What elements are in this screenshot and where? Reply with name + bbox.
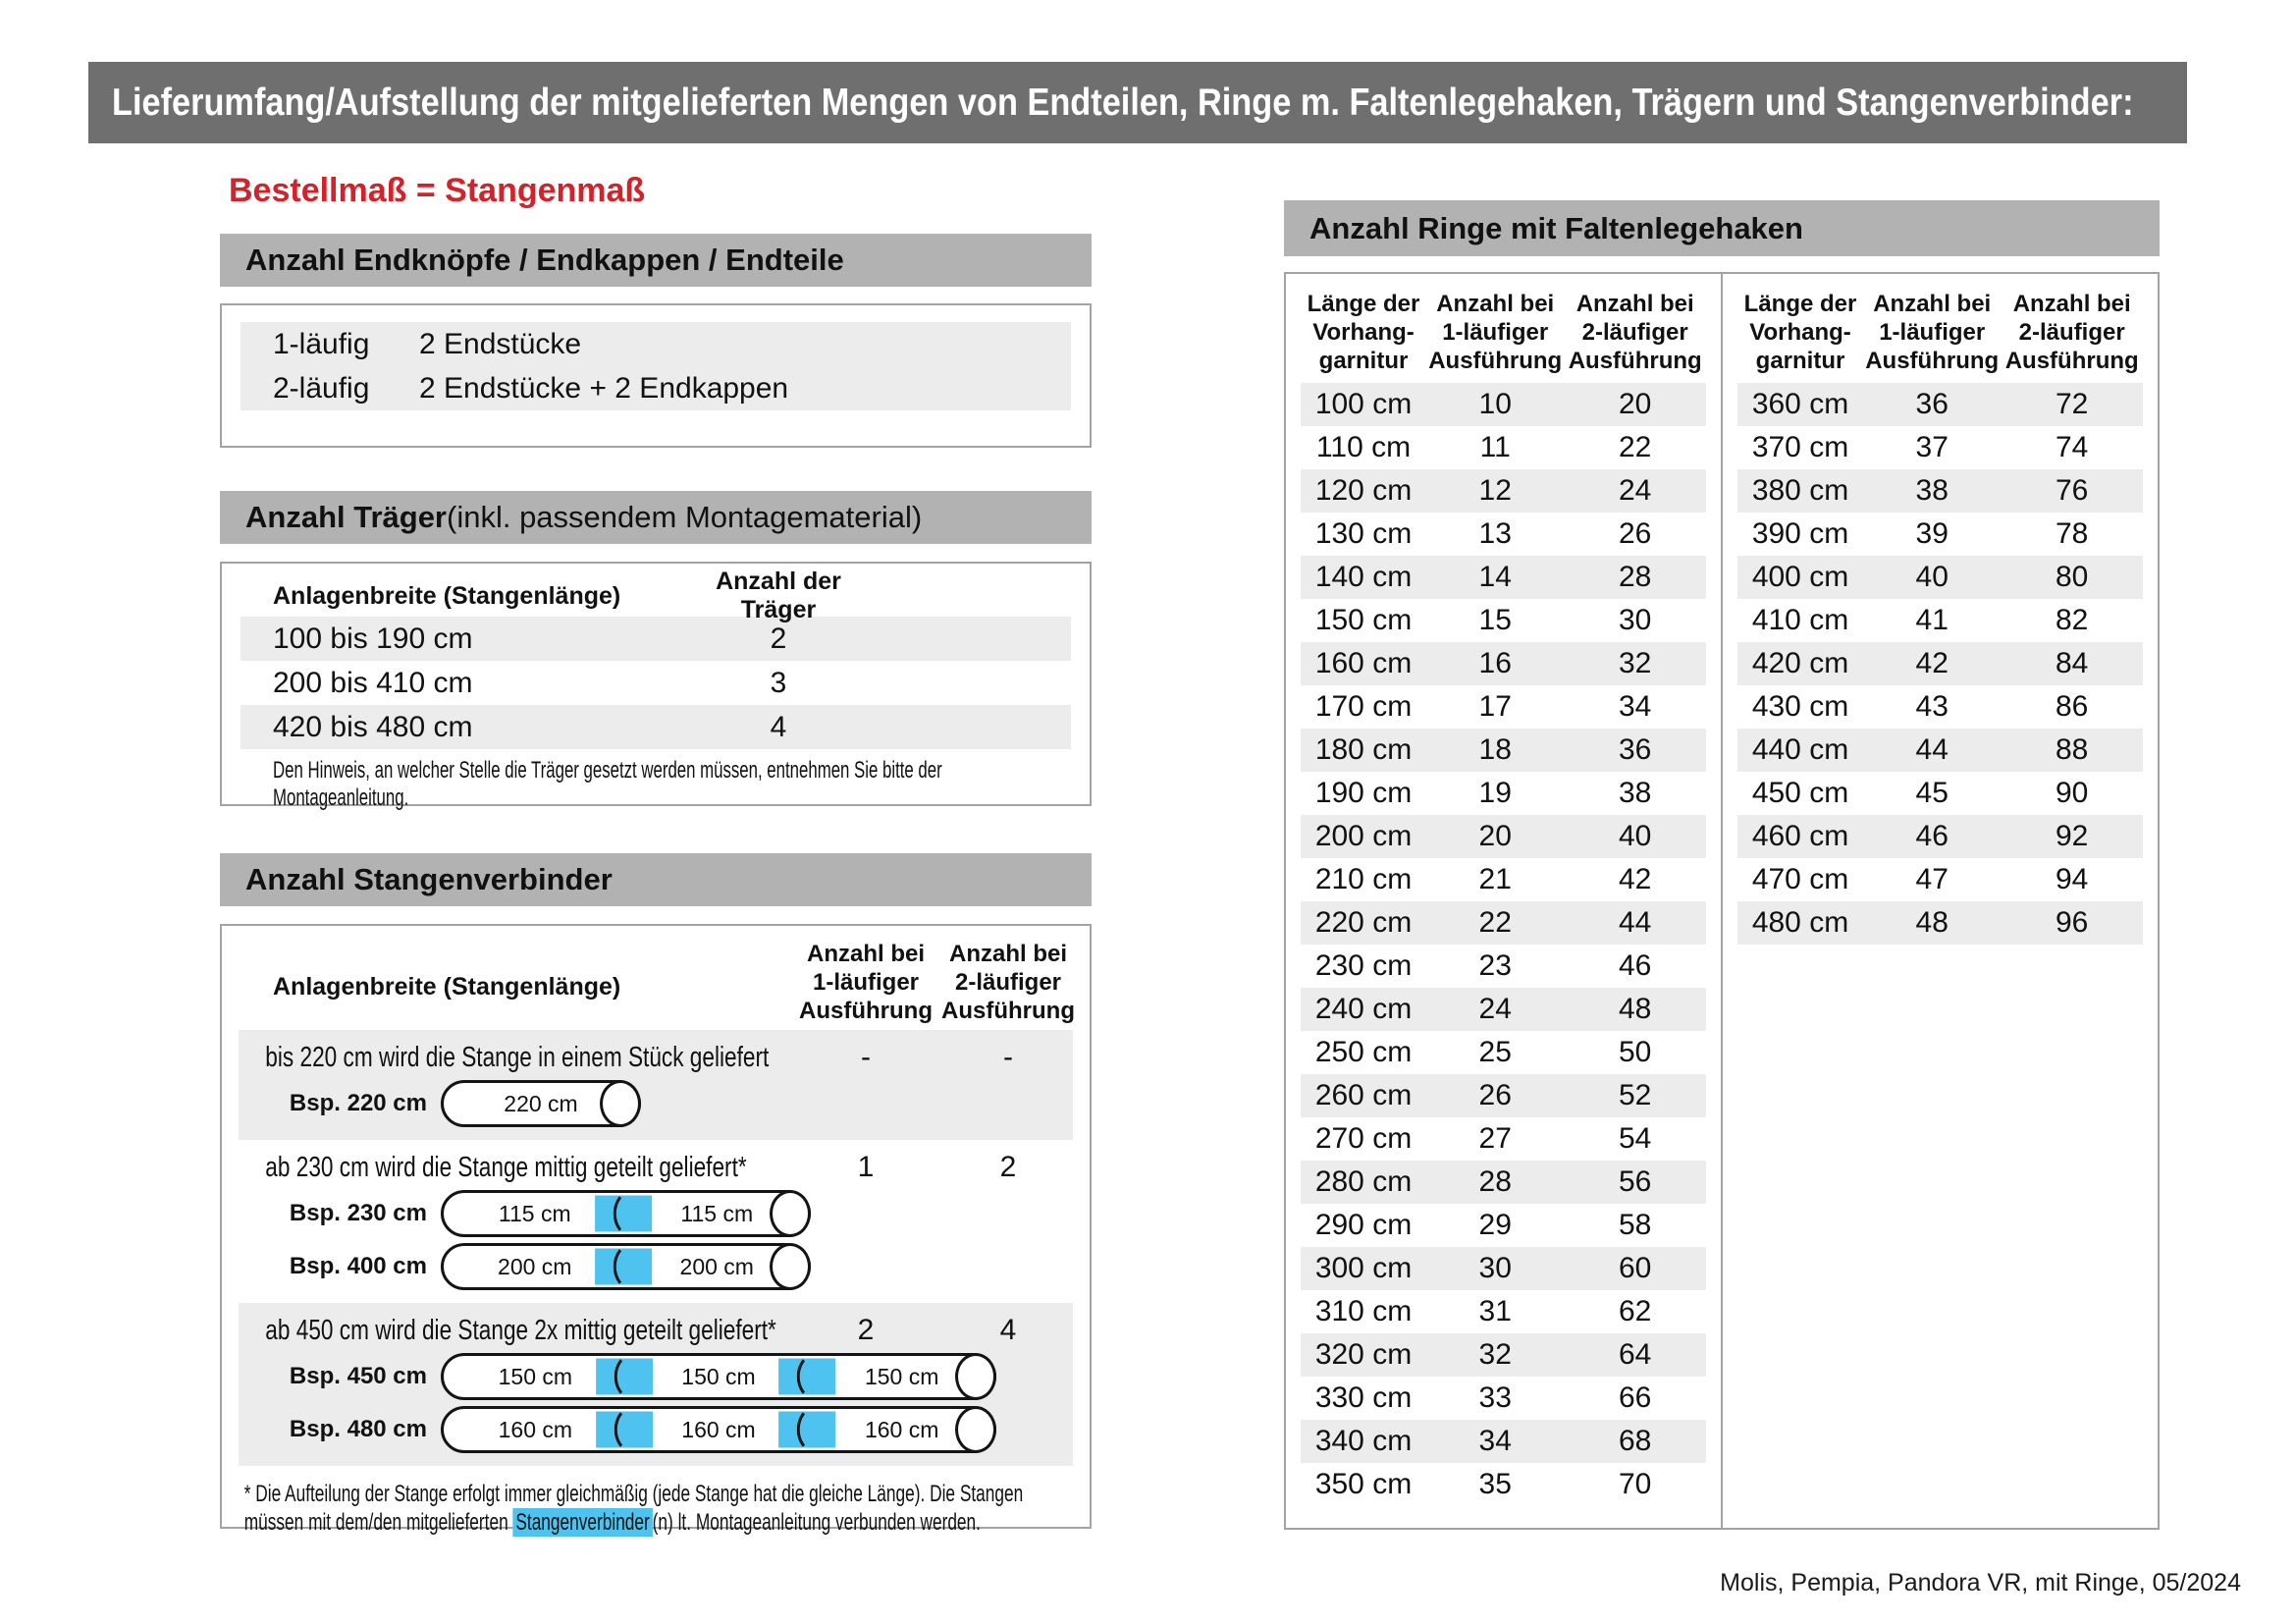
table-row	[1301, 1463, 1706, 1506]
rod-example-row	[239, 1350, 1073, 1403]
table-row	[1301, 815, 1706, 858]
table-row	[1737, 815, 2143, 858]
garniture-length: 310 cm	[1314, 1295, 1413, 1327]
garniture-length: 180 cm	[1314, 733, 1413, 766]
rod-segment: 150 cm	[498, 1363, 573, 1389]
value-1-laeufig: 1	[857, 1151, 875, 1183]
table-row	[1737, 858, 2143, 901]
table-row	[1301, 685, 1706, 729]
group-description: ab 230 cm wird die Stange mittig geteilt geliefert*	[265, 1151, 747, 1183]
rings-2-laeufig: 62	[1619, 1295, 1652, 1327]
rings-1-laeufig: 40	[1915, 561, 1949, 593]
garniture-length: 160 cm	[1314, 647, 1413, 679]
rings-2-laeufig: 38	[1619, 777, 1652, 809]
column-header-1-laeufig: Anzahl bei 1-läufiger Ausführung	[799, 941, 933, 1024]
garniture-length: 380 cm	[1751, 474, 1849, 507]
rings-2-laeufig: 60	[1619, 1252, 1652, 1284]
rod-example-label: Bsp. 220 cm	[289, 1090, 427, 1116]
rings-2-laeufig: 72	[2056, 388, 2089, 420]
rings-1-laeufig: 16	[1478, 647, 1512, 679]
rings-2-laeufig: 96	[2056, 906, 2089, 939]
group-text-row	[239, 1148, 1073, 1187]
rings-2-laeufig: 22	[1619, 431, 1652, 463]
rings-1-laeufig: 26	[1478, 1079, 1512, 1111]
rod-diagram	[441, 1190, 811, 1237]
group-description: ab 450 cm wird die Stange 2x mittig geteilt geliefert*	[265, 1314, 776, 1346]
rod-segment: 150 cm	[681, 1363, 756, 1389]
value-1-laeufig: -	[861, 1041, 871, 1073]
garniture-length: 320 cm	[1314, 1338, 1413, 1371]
rings-1-laeufig: 12	[1478, 474, 1512, 507]
rings-2-laeufig: 26	[1619, 517, 1652, 550]
ringe-rows-left	[1286, 383, 1721, 1506]
rings-1-laeufig: 35	[1478, 1468, 1512, 1500]
garniture-length: 260 cm	[1314, 1079, 1413, 1111]
rings-2-laeufig: 20	[1619, 388, 1652, 420]
rings-2-laeufig: 76	[2056, 474, 2089, 507]
garniture-length: 400 cm	[1751, 561, 1849, 593]
ringe-column-headers	[1737, 274, 2143, 383]
table-row	[1301, 772, 1706, 815]
table-row	[1301, 513, 1706, 556]
rod-group-from-230	[239, 1140, 1073, 1303]
rings-2-laeufig: 36	[1619, 733, 1652, 766]
bracket-count: 2	[770, 622, 787, 655]
section-heading-stangenverbinder: Anzahl Stangenverbinder	[220, 853, 1092, 906]
rod-diagram	[441, 1080, 641, 1127]
rod-segment: 200 cm	[679, 1253, 754, 1279]
table-row	[1301, 642, 1706, 685]
endteile-table	[220, 303, 1092, 448]
rings-2-laeufig: 40	[1619, 820, 1652, 852]
run-type-label: 2-läufig	[273, 371, 370, 405]
value-2-laeufig: 4	[999, 1314, 1017, 1346]
section-heading-endteile: Anzahl Endknöpfe / Endkappen / Endteile	[220, 234, 1092, 287]
rod-diagram	[441, 1243, 811, 1290]
rings-1-laeufig: 44	[1915, 733, 1949, 766]
garniture-length: 100 cm	[1314, 388, 1413, 420]
table-row	[240, 617, 1071, 661]
rings-1-laeufig: 19	[1478, 777, 1512, 809]
parts-value: 2 Endstücke + 2 Endkappen	[419, 371, 789, 405]
rings-1-laeufig: 14	[1478, 561, 1512, 593]
garniture-length: 420 cm	[1751, 647, 1849, 679]
table-row	[1737, 685, 2143, 729]
rod-example-row	[239, 1077, 1073, 1130]
table-row	[1737, 469, 2143, 513]
column-header-width: Anlagenbreite (Stangenlänge)	[273, 973, 621, 1001]
rings-2-laeufig: 30	[1619, 604, 1652, 636]
table-row	[1301, 556, 1706, 599]
table-row	[1737, 729, 2143, 772]
rings-1-laeufig: 43	[1915, 690, 1949, 723]
rod-group-from-450	[239, 1303, 1073, 1466]
rings-1-laeufig: 22	[1478, 906, 1512, 939]
table-row	[1301, 1420, 1706, 1463]
rod-diagram	[441, 1406, 996, 1453]
table-row	[1737, 426, 2143, 469]
rings-2-laeufig: 46	[1619, 949, 1652, 982]
garniture-length: 140 cm	[1314, 561, 1413, 593]
garniture-length: 150 cm	[1314, 604, 1413, 636]
rings-2-laeufig: 70	[1619, 1468, 1652, 1500]
garniture-length: 470 cm	[1751, 863, 1849, 895]
column-header-count: Anzahl der Träger	[716, 568, 841, 623]
page-title-bar	[88, 62, 2187, 143]
garniture-length: 130 cm	[1314, 517, 1413, 550]
table-row	[1301, 1247, 1706, 1290]
garniture-length: 290 cm	[1314, 1209, 1413, 1241]
garniture-length: 330 cm	[1314, 1381, 1413, 1414]
rings-1-laeufig: 46	[1915, 820, 1949, 852]
rod-example-label: Bsp. 450 cm	[289, 1363, 427, 1389]
rings-2-laeufig: 82	[2056, 604, 2089, 636]
table-row	[1301, 1117, 1706, 1161]
rod-example-label: Bsp. 400 cm	[289, 1253, 427, 1279]
rings-2-laeufig: 52	[1619, 1079, 1652, 1111]
rings-2-laeufig: 92	[2056, 820, 2089, 852]
value-2-laeufig: -	[1003, 1041, 1013, 1073]
rings-2-laeufig: 44	[1619, 906, 1652, 939]
table-row	[1301, 901, 1706, 945]
garniture-length: 460 cm	[1751, 820, 1849, 852]
garniture-length: 190 cm	[1314, 777, 1413, 809]
table-row	[1301, 383, 1706, 426]
rings-2-laeufig: 24	[1619, 474, 1652, 507]
table-row	[1737, 772, 2143, 815]
rings-2-laeufig: 74	[2056, 431, 2089, 463]
rod-segment: 160 cm	[864, 1416, 939, 1442]
rings-1-laeufig: 15	[1478, 604, 1512, 636]
rings-1-laeufig: 32	[1478, 1338, 1512, 1371]
table-row	[1301, 1161, 1706, 1204]
rings-2-laeufig: 56	[1619, 1165, 1652, 1198]
table-row	[1301, 945, 1706, 988]
rings-2-laeufig: 28	[1619, 561, 1652, 593]
table-row	[1737, 901, 2143, 945]
rings-1-laeufig: 39	[1915, 517, 1949, 550]
table-row	[1737, 556, 2143, 599]
rings-2-laeufig: 94	[2056, 863, 2089, 895]
rod-example-row	[239, 1187, 1073, 1240]
ringe-rows-right	[1723, 383, 2158, 945]
table-row	[1737, 642, 2143, 685]
rings-1-laeufig: 48	[1915, 906, 1949, 939]
table-row	[1301, 858, 1706, 901]
table-row	[1301, 426, 1706, 469]
rings-1-laeufig: 11	[1479, 431, 1511, 463]
rings-1-laeufig: 29	[1478, 1209, 1512, 1241]
rod-example-row	[239, 1240, 1073, 1293]
rings-1-laeufig: 25	[1478, 1036, 1512, 1068]
rings-2-laeufig: 78	[2056, 517, 2089, 550]
rod-segment: 115 cm	[680, 1200, 754, 1226]
traeger-table	[220, 562, 1092, 811]
rings-1-laeufig: 28	[1478, 1165, 1512, 1198]
rings-2-laeufig: 48	[1619, 993, 1652, 1025]
parts-value: 2 Endstücke	[419, 327, 582, 360]
rings-2-laeufig: 32	[1619, 647, 1652, 679]
highlighted-term: Stangenverbinder	[512, 1508, 652, 1537]
rod-example-row	[239, 1403, 1073, 1456]
run-type-label: 1-läufig	[273, 327, 370, 360]
traeger-header-row	[240, 568, 1071, 623]
bracket-count: 4	[770, 710, 787, 743]
verbinder-footnote: * Die Aufteilung der Stange erfolgt immer gleichmäßig (jede Stange hat die gleiche Länge). Die Stangen müssen mit dem/den mitgelieferten Stangenverbinder (n) lt. Montageanleitung verbunden werden.	[243, 1481, 1024, 1536]
rod-segment: 220 cm	[504, 1090, 578, 1116]
rings-2-laeufig: 68	[1619, 1425, 1652, 1457]
rings-2-laeufig: 84	[2056, 647, 2089, 679]
garniture-length: 450 cm	[1751, 777, 1849, 809]
table-row	[1737, 383, 2143, 426]
table-row	[1301, 729, 1706, 772]
rings-2-laeufig: 54	[1619, 1122, 1652, 1155]
traeger-note: Den Hinweis, an welcher Stelle die Träger gesetzt werden müssen, entnehmen Sie bitte der Montageanleitung.	[273, 757, 942, 811]
garniture-length: 230 cm	[1314, 949, 1413, 982]
table-row	[1301, 1031, 1706, 1074]
garniture-length: 440 cm	[1751, 733, 1849, 766]
rod-segment: 150 cm	[864, 1363, 939, 1389]
garniture-length: 170 cm	[1314, 690, 1413, 723]
group-text-row	[239, 1038, 1073, 1077]
group-description: bis 220 cm wird die Stange in einem Stück geliefert	[265, 1041, 770, 1073]
rings-1-laeufig: 24	[1478, 993, 1512, 1025]
table-row	[1301, 1074, 1706, 1117]
garniture-length: 410 cm	[1751, 604, 1849, 636]
rings-1-laeufig: 27	[1478, 1122, 1512, 1155]
section-heading-traeger	[220, 491, 1092, 544]
table-row	[1301, 1377, 1706, 1420]
garniture-length: 430 cm	[1751, 690, 1849, 723]
table-row	[240, 366, 1071, 410]
heading-addon: (inkl. passendem Montagematerial)	[447, 500, 923, 534]
rings-2-laeufig: 80	[2056, 561, 2089, 593]
rings-2-laeufig: 58	[1619, 1209, 1652, 1241]
garniture-length: 250 cm	[1314, 1036, 1413, 1068]
garniture-length: 390 cm	[1751, 517, 1849, 550]
rings-1-laeufig: 36	[1915, 388, 1949, 420]
rings-1-laeufig: 33	[1478, 1381, 1512, 1414]
section-heading-ringe: Anzahl Ringe mit Faltenlegehaken	[1284, 200, 2160, 256]
table-row	[1737, 599, 2143, 642]
rings-2-laeufig: 42	[1619, 863, 1652, 895]
garniture-length: 350 cm	[1314, 1468, 1413, 1500]
rod-segment: 200 cm	[498, 1253, 572, 1279]
table-row	[1301, 1333, 1706, 1377]
rings-2-laeufig: 90	[2056, 777, 2089, 809]
rings-1-laeufig: 18	[1478, 733, 1512, 766]
table-row	[1737, 513, 2143, 556]
column-header-2-laeufig: Anzahl bei 2-läufiger Ausführung	[1568, 291, 1702, 374]
table-row	[1301, 599, 1706, 642]
column-header-2-laeufig: Anzahl bei 2-läufiger Ausführung	[2004, 291, 2139, 374]
garniture-length: 480 cm	[1751, 906, 1849, 939]
width-range: 100 bis 190 cm	[273, 622, 473, 655]
traeger-rows	[222, 617, 1090, 749]
group-text-row	[239, 1311, 1073, 1350]
rod-example-label: Bsp. 480 cm	[289, 1416, 427, 1442]
garniture-length: 370 cm	[1751, 431, 1849, 463]
rod-example-label: Bsp. 230 cm	[289, 1200, 427, 1226]
rings-1-laeufig: 20	[1478, 820, 1512, 852]
value-2-laeufig: 2	[999, 1151, 1017, 1183]
table-row	[1301, 469, 1706, 513]
endteile-rows	[222, 322, 1090, 410]
width-range: 200 bis 410 cm	[273, 666, 473, 699]
rod-segment: 160 cm	[681, 1416, 756, 1442]
garniture-length: 280 cm	[1314, 1165, 1413, 1198]
rings-1-laeufig: 41	[1915, 604, 1949, 636]
rod-segment: 115 cm	[498, 1200, 571, 1226]
stangenverbinder-table	[220, 924, 1092, 1536]
rings-2-laeufig: 88	[2056, 733, 2089, 766]
table-row	[240, 661, 1071, 705]
column-header-1-laeufig: Anzahl bei 1-läufiger Ausführung	[1428, 291, 1563, 374]
garniture-length: 110 cm	[1315, 431, 1412, 463]
garniture-length: 200 cm	[1314, 820, 1413, 852]
rod-diagram	[441, 1353, 996, 1400]
verbinder-column-headers	[222, 926, 1090, 1030]
garniture-length: 270 cm	[1314, 1122, 1413, 1155]
rings-2-laeufig: 34	[1619, 690, 1652, 723]
table-row	[1301, 988, 1706, 1031]
rings-1-laeufig: 45	[1915, 777, 1949, 809]
table-row	[1301, 1204, 1706, 1247]
rings-1-laeufig: 31	[1478, 1295, 1512, 1327]
rings-1-laeufig: 23	[1478, 949, 1512, 982]
document-reference: Molis, Pempia, Pandora VR, mit Ringe, 05/2024	[1720, 1569, 2241, 1597]
column-header-width: Anlagenbreite (Stangenlänge)	[273, 581, 621, 610]
ringe-table-left-half	[1286, 274, 1721, 1528]
rod-group-up-to-220	[239, 1030, 1073, 1140]
rings-1-laeufig: 21	[1478, 863, 1512, 895]
order-measure-note: Bestellmaß = Stangenmaß	[229, 172, 646, 209]
garniture-length: 210 cm	[1314, 863, 1413, 895]
rings-1-laeufig: 42	[1915, 647, 1949, 679]
rings-2-laeufig: 66	[1619, 1381, 1652, 1414]
rings-1-laeufig: 38	[1915, 474, 1949, 507]
rings-1-laeufig: 47	[1915, 863, 1949, 895]
width-range: 420 bis 480 cm	[273, 710, 473, 743]
rings-2-laeufig: 50	[1619, 1036, 1652, 1068]
column-header-2-laeufig: Anzahl bei 2-läufiger Ausführung	[941, 941, 1075, 1024]
rings-1-laeufig: 30	[1478, 1252, 1512, 1284]
rings-1-laeufig: 10	[1478, 388, 1512, 420]
bracket-count: 3	[770, 666, 787, 699]
garniture-length: 340 cm	[1314, 1425, 1413, 1457]
value-1-laeufig: 2	[857, 1314, 875, 1346]
rings-1-laeufig: 17	[1478, 690, 1512, 723]
table-row	[240, 322, 1071, 366]
garniture-length: 360 cm	[1751, 388, 1849, 420]
ringe-column-headers	[1301, 274, 1706, 383]
garniture-length: 120 cm	[1314, 474, 1413, 507]
table-row	[1301, 1290, 1706, 1333]
rings-2-laeufig: 86	[2056, 690, 2089, 723]
rod-segment: 160 cm	[498, 1416, 573, 1442]
rings-1-laeufig: 37	[1915, 431, 1949, 463]
garniture-length: 300 cm	[1314, 1252, 1413, 1284]
column-header-1-laeufig: Anzahl bei 1-läufiger Ausführung	[1865, 291, 2000, 374]
column-header-length: Länge der Vorhang- garnitur	[1743, 291, 1857, 374]
garniture-length: 220 cm	[1314, 906, 1413, 939]
table-row	[240, 705, 1071, 749]
rings-1-laeufig: 13	[1478, 517, 1512, 550]
ringe-table-right-half	[1721, 274, 2158, 1528]
rings-1-laeufig: 34	[1478, 1425, 1512, 1457]
ringe-table	[1284, 272, 2160, 1530]
rings-2-laeufig: 64	[1619, 1338, 1652, 1371]
heading-bold: Anzahl Träger	[245, 500, 447, 534]
page-title: Lieferumfang/Aufstellung der mitgelieferten Mengen von Endteilen, Ringe m. Faltenlegehaken, Trägern und Stangenverbinder:	[112, 81, 2134, 124]
column-header-length: Länge der Vorhang- garnitur	[1307, 291, 1420, 374]
garniture-length: 240 cm	[1314, 993, 1413, 1025]
